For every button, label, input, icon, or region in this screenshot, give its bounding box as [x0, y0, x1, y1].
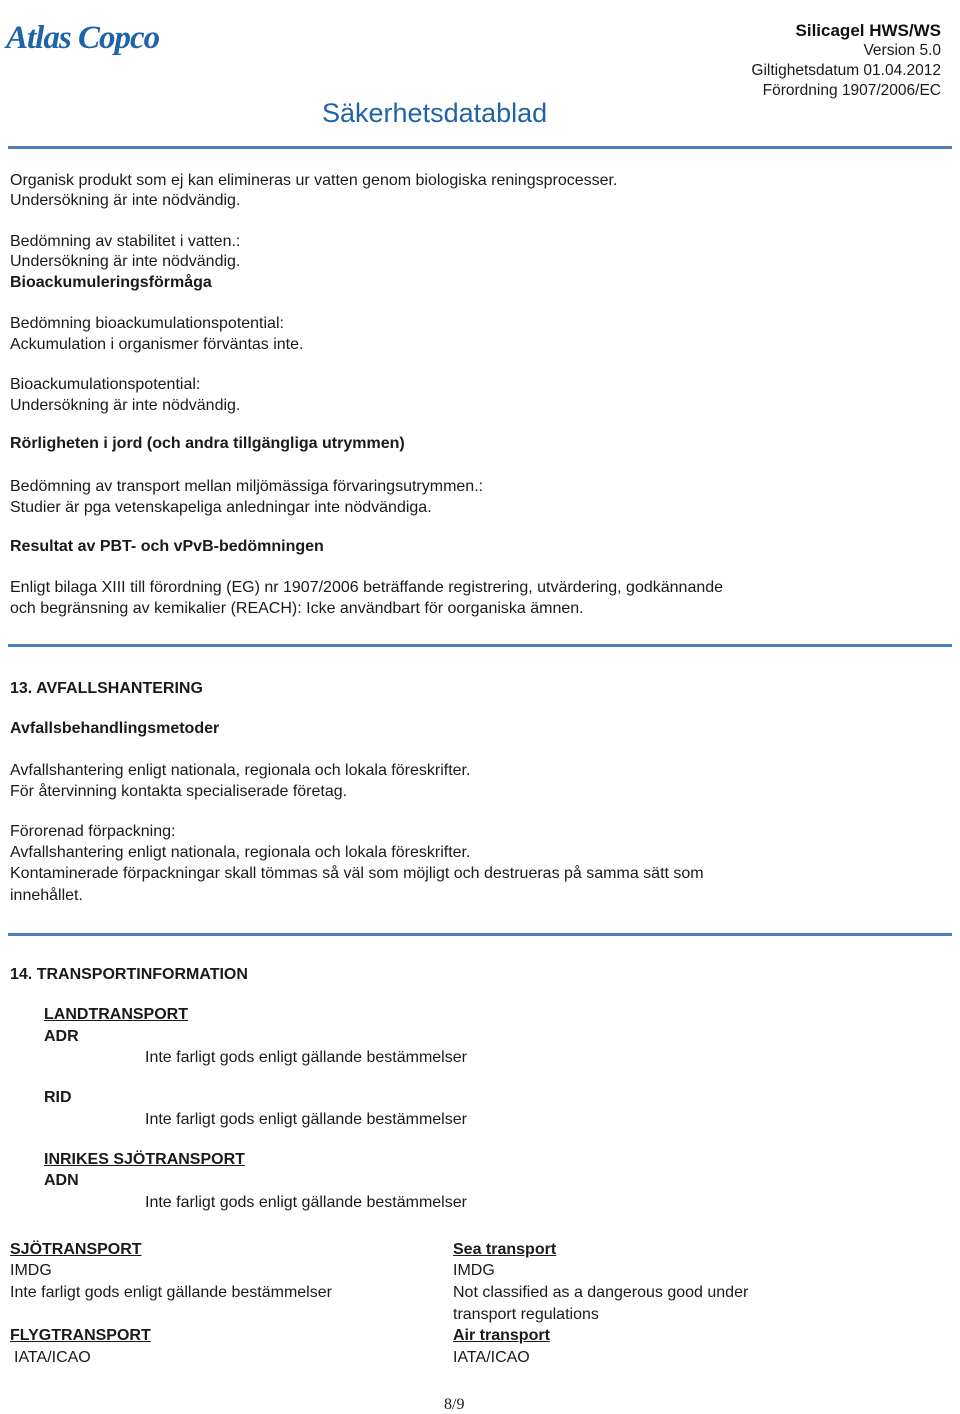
sea-transport-value-en-cont: transport regulations	[453, 1306, 599, 1323]
body-text: Kontaminerade förpackningar skall tömmas så väl som möjligt och destrueras på samma sätt som	[10, 865, 704, 882]
section-divider	[8, 644, 952, 647]
field-label: Bedömning av transport mellan miljömässiga förvaringsutrymmen.:	[10, 478, 484, 495]
sea-transport-code-sv: IMDG	[10, 1262, 52, 1279]
air-transport-heading-en: Air transport	[453, 1327, 550, 1344]
field-label: Bedömning av stabilitet i vatten.:	[10, 233, 241, 250]
field-label: Bioackumulationspotential:	[10, 376, 201, 393]
body-text: Avfallshantering enligt nationala, regionala och lokala föreskrifter.	[10, 762, 471, 779]
subsection-heading: Resultat av PBT- och vPvB-bedömningen	[10, 538, 324, 555]
section-divider	[8, 933, 952, 936]
sea-transport-heading-en: Sea transport	[453, 1241, 557, 1258]
air-transport-heading-sv: FLYGTRANSPORT	[10, 1327, 151, 1344]
adr-value: Inte farligt gods enligt gällande bestämmelser	[145, 1049, 467, 1066]
subsection-heading: Rörligheten i jord (och andra tillgängliga utrymmen)	[10, 435, 405, 452]
field-value: Undersökning är inte nödvändig.	[10, 397, 241, 414]
regulation-label: Förordning 1907/2006/EC	[762, 82, 941, 99]
adr-label: ADR	[44, 1028, 79, 1045]
sea-transport-code-en: IMDG	[453, 1262, 495, 1279]
section-heading: 14. TRANSPORTINFORMATION	[10, 966, 248, 983]
field-label: Bedömning bioackumulationspotential:	[10, 315, 284, 332]
field-value: Ackumulation i organismer förväntas inte.	[10, 336, 304, 353]
body-text: Avfallshantering enligt nationala, regionala och lokala föreskrifter.	[10, 844, 471, 861]
header-divider	[8, 146, 952, 149]
version-label: Version 5.0	[863, 42, 941, 59]
body-text: För återvinning kontakta specialiserade företag.	[10, 783, 348, 800]
land-transport-heading: LANDTRANSPORT	[44, 1006, 188, 1023]
body-text: Enligt bilaga XIII till förordning (EG) nr 1907/2006 beträffande registrering, utvärdering, godkännande	[10, 579, 724, 596]
sea-transport-value-en: Not classified as a dangerous good under	[453, 1284, 749, 1301]
air-transport-code-sv: IATA/ICAO	[14, 1349, 91, 1366]
rid-value: Inte farligt gods enligt gällande bestämmelser	[145, 1111, 467, 1128]
sea-transport-heading-sv: SJÖTRANSPORT	[10, 1241, 142, 1258]
document-title: Säkerhetsdatablad	[322, 98, 548, 128]
field-value: Studier är pga vetenskapeliga anledningar inte nödvändiga.	[10, 499, 432, 516]
body-text: Organisk produkt som ej kan elimineras ur vatten genom biologiska reningsprocesser.	[10, 172, 618, 189]
subsection-heading: Avfallsbehandlingsmetoder	[10, 720, 220, 737]
rid-label: RID	[44, 1089, 72, 1106]
field-label: Förorenad förpackning:	[10, 823, 176, 840]
document-meta	[751, 21, 941, 101]
body-text: och begränsning av kemikalier (REACH): Icke användbart för oorganiska ämnen.	[10, 600, 584, 617]
page-number: 8/9	[444, 1396, 465, 1413]
air-transport-code-en: IATA/ICAO	[453, 1349, 530, 1366]
field-value: Undersökning är inte nödvändig.	[10, 253, 241, 270]
atlas-copco-logo: Atlas Copco	[6, 20, 160, 56]
adn-label: ADN	[44, 1172, 79, 1189]
section-heading: 13. AVFALLSHANTERING	[10, 680, 203, 697]
subsection-heading: Bioackumuleringsförmåga	[10, 274, 212, 291]
validity-date: Giltighetsdatum 01.04.2012	[751, 62, 941, 79]
body-text: innehållet.	[10, 887, 83, 904]
body-text: Undersökning är inte nödvändig.	[10, 192, 241, 209]
sea-transport-value-sv: Inte farligt gods enligt gällande bestämmelser	[10, 1284, 332, 1301]
adn-value: Inte farligt gods enligt gällande bestämmelser	[145, 1194, 467, 1211]
product-name: Silicagel HWS/WS	[795, 21, 941, 40]
inland-waterway-heading: INRIKES SJÖTRANSPORT	[44, 1151, 245, 1168]
